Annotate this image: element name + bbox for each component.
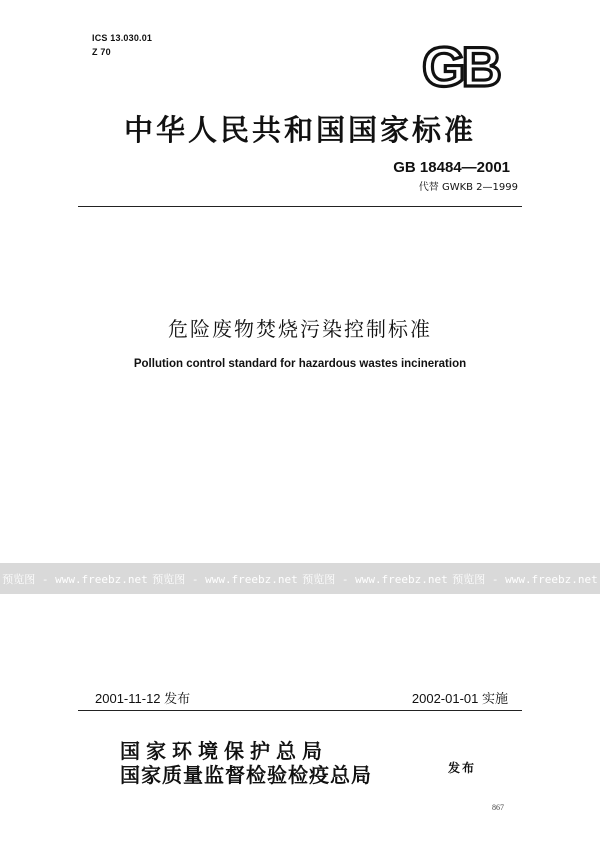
page-title: 中华人民共和国国家标准 (123, 113, 476, 147)
implementation-date: 2002-01-01 实施 (411, 691, 508, 706)
issuer-2: 国家质量监督检验检疫总局 (120, 763, 372, 787)
issuer-1: 国家环境保护总局 (120, 739, 328, 763)
issue-label: 发布 (448, 761, 477, 775)
document-title-en: Pollution control standard for hazardous wastes incineration (133, 358, 467, 370)
watermark-text: 预览图 - www.freebz.net (302, 572, 448, 586)
divider-top (78, 206, 522, 207)
divider-bottom (78, 710, 522, 711)
watermark-band (0, 563, 600, 594)
page-number: 867 (492, 803, 504, 812)
watermark-text: 预览图 - www.freebz.net (152, 572, 298, 586)
standard-number: GB 18484—2001 (393, 159, 510, 176)
issue-date: 2001-11-12 发布 (95, 691, 191, 706)
document-title-cn: 危险废物焚烧污染控制标准 (168, 317, 432, 341)
classification-code: Z 70 (92, 47, 111, 57)
gb-logo-text: GB (422, 40, 498, 95)
gb-logo (405, 40, 515, 95)
replaces-note: 代替 GWKB 2—1999 (418, 182, 518, 193)
watermark-text: 预览图 - www.freebz.net (2, 572, 148, 586)
watermark-text: 预览图 - www.freebz.net (452, 572, 598, 586)
ics-code: ICS 13.030.01 (92, 33, 153, 43)
